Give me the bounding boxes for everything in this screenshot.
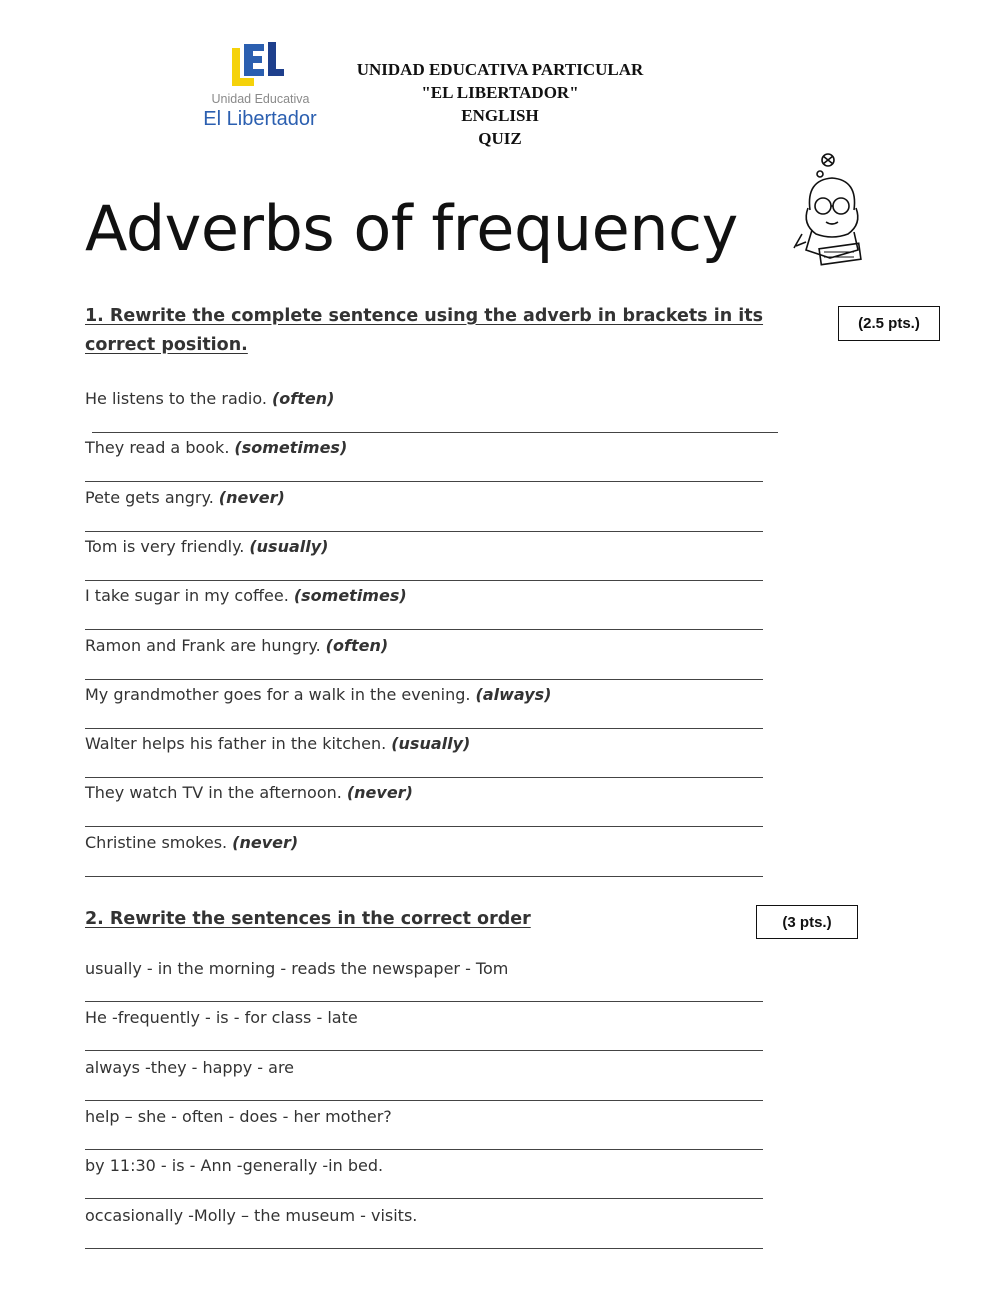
adverb-hint: (never)	[218, 487, 285, 507]
exercise-1-item	[85, 685, 551, 704]
adverb-hint: (always)	[475, 684, 552, 704]
section-1-heading: 1. Rewrite the complete sentence using the adverb in brackets in its correct position.	[85, 306, 764, 355]
answer-line[interactable]	[92, 432, 778, 433]
exercise-1-item	[85, 734, 470, 753]
answer-line[interactable]	[85, 876, 763, 877]
exercise-2-item: always -they - happy - are	[85, 1057, 295, 1077]
answer-line[interactable]	[85, 679, 763, 680]
header-line-4: QUIZ	[478, 129, 522, 148]
answer-line[interactable]	[85, 1001, 763, 1002]
exercise-2-item: usually - in the morning - reads the newspaper - Tom	[85, 959, 509, 978]
answer-line[interactable]	[85, 1100, 763, 1101]
sentence-text: They read a book.	[85, 438, 230, 458]
answer-line[interactable]	[85, 777, 763, 778]
answer-line[interactable]	[85, 1149, 763, 1150]
sentence-text: Walter helps his father in the kitchen.	[85, 734, 387, 754]
answer-line[interactable]	[85, 629, 763, 630]
answer-line[interactable]	[85, 580, 763, 581]
exercise-2-item: He -frequently - is - for class - late	[85, 1008, 358, 1028]
answer-line[interactable]	[85, 1248, 763, 1249]
exercise-2-item: help – she - often - does - her mother?	[85, 1106, 392, 1126]
exercise-2-item: occasionally -Molly – the museum - visits.	[85, 1205, 418, 1225]
answer-line[interactable]	[85, 481, 763, 482]
exercise-1-item	[85, 636, 388, 655]
adverb-hint: (usually)	[391, 734, 471, 754]
answer-line[interactable]	[85, 531, 763, 532]
header-line-3: ENGLISH	[461, 106, 539, 125]
exercise-1-item	[85, 586, 407, 605]
worksheet-title: Adverbs of frequency	[85, 192, 738, 265]
header-line-1: UNIDAD EDUCATIVA PARTICULAR	[356, 60, 644, 79]
thinking-student-illustration	[790, 150, 880, 270]
exercise-1-item	[85, 389, 334, 408]
section-2-points: (3 pts.)	[756, 905, 858, 939]
adverb-hint: (sometimes)	[234, 438, 348, 458]
adverb-hint: (never)	[232, 832, 299, 852]
adverb-hint: (never)	[346, 783, 413, 803]
header-line-2: "EL LIBERTADOR"	[421, 83, 579, 102]
sentence-text: They watch TV in the afternoon.	[85, 783, 342, 803]
adverb-hint: (often)	[271, 389, 335, 408]
section-2-heading: 2. Rewrite the sentences in the correct order	[85, 909, 531, 929]
exercise-1-item	[85, 783, 413, 802]
exercise-2-item: by 11:30 - is - Ann -generally -in bed.	[85, 1156, 384, 1176]
sentence-text: He listens to the radio.	[85, 389, 267, 408]
logo-emblem-icon	[230, 40, 290, 90]
adverb-hint: (usually)	[249, 536, 329, 556]
sentence-text: Ramon and Frank are hungry.	[85, 635, 321, 655]
sentence-text: My grandmother goes for a walk in the evening.	[85, 684, 471, 704]
section-1-points: (2.5 pts.)	[838, 306, 940, 341]
answer-line[interactable]	[85, 728, 763, 729]
exercise-1-item	[85, 438, 347, 457]
sentence-text: I take sugar in my coffee.	[85, 586, 289, 606]
answer-line[interactable]	[85, 826, 763, 827]
sentence-text: Tom is very friendly.	[85, 536, 245, 556]
sentence-text: Pete gets angry.	[85, 487, 214, 507]
adverb-hint: (sometimes)	[293, 586, 407, 606]
logo-name: El Libertador	[203, 108, 317, 130]
school-header	[300, 58, 700, 150]
adverb-hint: (often)	[325, 635, 389, 655]
sentence-text: Christine smokes.	[85, 832, 228, 852]
exercise-1-item	[85, 833, 298, 852]
answer-line[interactable]	[85, 1198, 763, 1199]
answer-line[interactable]	[85, 1050, 763, 1051]
logo-subtitle: Unidad Educativa	[211, 92, 310, 106]
exercise-1-item	[85, 488, 285, 507]
exercise-1-item	[85, 537, 328, 556]
